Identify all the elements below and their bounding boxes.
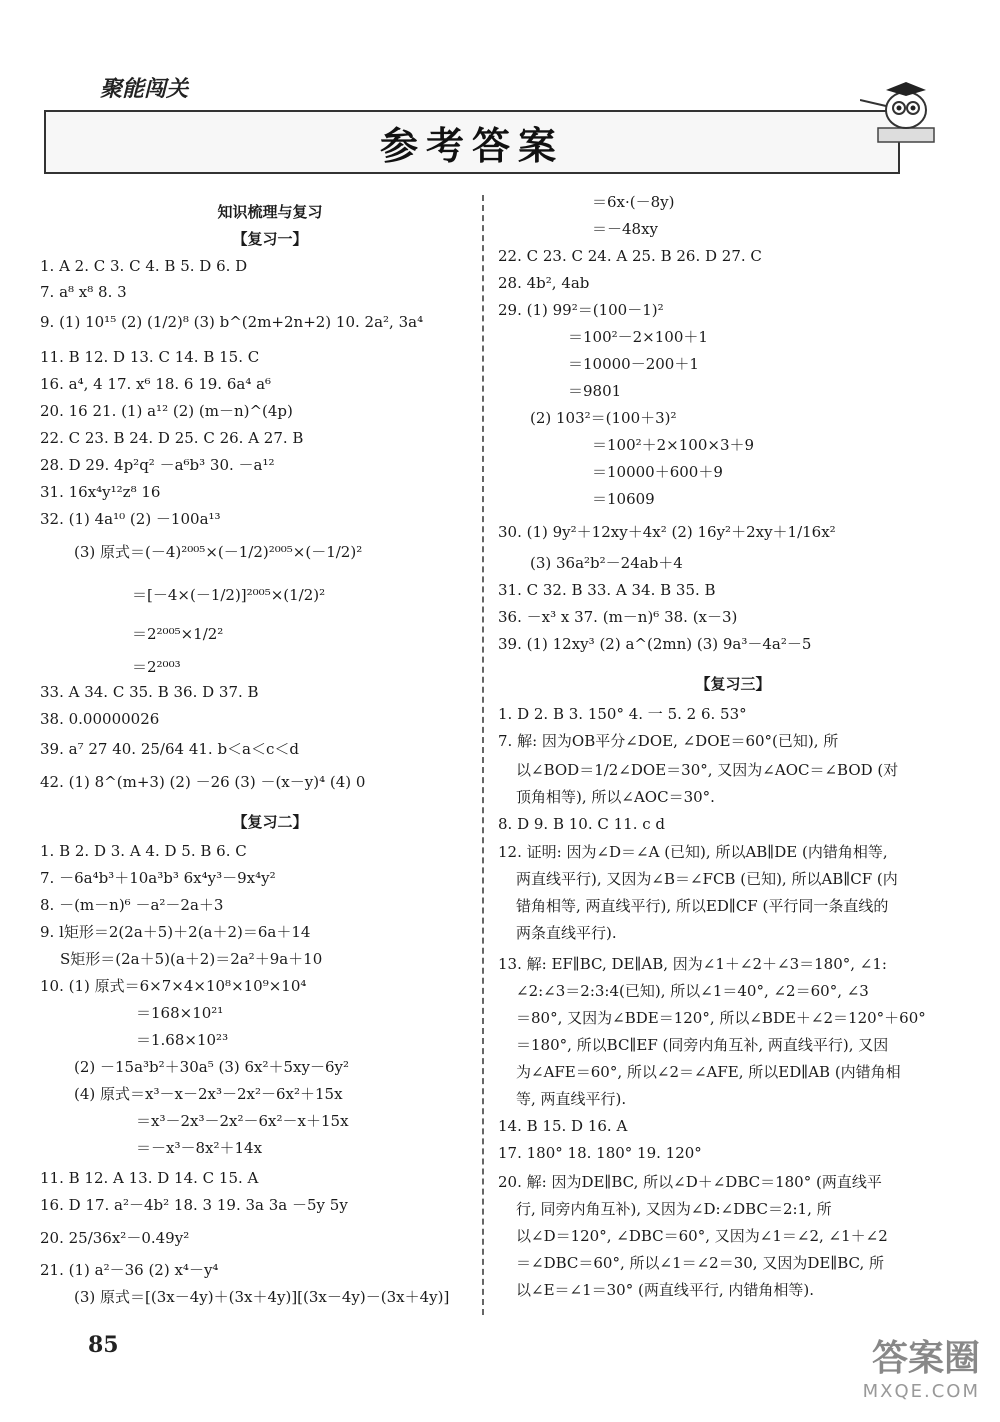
answer-line: ＝x³－2x³－2x²－6x²－x＋15x [136,1112,349,1130]
answer-line: ＝－48xy [592,220,659,238]
answer-line: ＝100²－2×100＋1 [568,328,708,346]
watermark-main-text: 答案圈 [871,1338,980,1379]
answer-line: 1. A 2. C 3. C 4. B 5. D 6. D [40,257,248,275]
answer-line: ＝2²⁰⁰³ [132,658,181,676]
answer-line: 14. B 15. D 16. A [498,1117,628,1135]
answer-line: (3) 36a²b²－24ab＋4 [530,554,683,572]
answer-line: 以∠D＝120°, ∠DBC＝60°, 又因为∠1＝∠2, ∠1＋∠2 [516,1227,888,1245]
answer-line: 16. a⁴, 4 17. x⁶ 18. 6 19. 6a⁴ a⁶ [40,375,272,393]
answer-line: 1. D 2. B 3. 150° 4. 一 5. 2 6. 53° [498,705,747,723]
answer-line: 20. 25/36x²－0.49y² [40,1229,190,1247]
answer-line: 11. B 12. A 13. D 14. C 15. A [40,1169,259,1187]
answer-line: ＝168×10²¹ [136,1004,224,1022]
answer-line: ＝－x³－8x²＋14x [136,1139,263,1157]
answer-line: ＝∠DBC＝60°, 所以∠1＝∠2＝30, 又因为DE∥BC, 所 [516,1254,885,1272]
answer-line: 39. (1) 12xy³ (2) a^(2mn) (3) 9a³－4a²－5 [498,635,812,653]
answer-line: 错角相等, 两直线平行), 所以ED∥CF (平行同一条直线的 [516,897,889,915]
page-title: 参考答案 [379,123,564,168]
answer-line: 42. (1) 8^(m+3) (2) －26 (3) －(x－y)⁴ (4) 0 [40,773,366,791]
answer-line: 8. －(m－n)⁶ －a²－2a＋3 [40,896,224,914]
answer-line: 12. 证明: 因为∠D＝∠A (已知), 所以AB∥DE (内错角相等, [498,843,888,861]
review-three-heading: 【复习三】 [695,675,771,693]
answer-line: 32. (1) 4a¹⁰ (2) －100a¹³ [40,510,221,528]
answer-line: 28. D 29. 4p²q² －a⁶b³ 30. －a¹² [40,456,275,474]
answer-line: 38. 0.00000026 [40,710,160,728]
answer-line: ＝6x·(－8y) [592,193,675,211]
answer-line: 36. －x³ x 37. (m－n)⁶ 38. (x－3) [498,608,738,626]
answer-line: (4) 原式＝x³－x－2x³－2x²－6x²＋15x [74,1085,343,1103]
answer-line: 11. B 12. D 13. C 14. B 15. C [40,348,260,366]
answer-line: 顶角相等), 所以∠AOC＝30°. [516,788,715,806]
answer-line: 28. 4b², 4ab [498,274,590,292]
answer-line: ＝10000－200＋1 [568,355,699,373]
answer-line: 31. 16x⁴y¹²z⁸ 16 [40,483,161,501]
owl-mascot-icon [860,70,950,150]
answer-line: (2) 103²＝(100＋3)² [530,409,677,427]
answer-line: ＝10000＋600＋9 [592,463,723,481]
page-banner [30,70,950,180]
answer-line: ＝9801 [568,382,622,400]
answer-line: 两条直线平行). [516,924,617,942]
answer-line: ＝180°, 所以BC∥EF (同旁内角互补, 两直线平行), 又因 [516,1036,889,1054]
answer-line: (3) 原式＝[(3x－4y)＋(3x＋4y)][(3x－4y)－(3x＋4y)] [74,1288,450,1306]
answer-line: 7. a⁸ x⁸ 8. 3 [40,283,127,301]
answer-line: ＝10609 [592,490,655,508]
answer-line: 等, 两直线平行). [516,1090,627,1108]
answer-line: 以∠E＝∠1＝30° (两直线平行, 内错角相等). [516,1281,814,1299]
answer-line: 两直线平行), 又因为∠B＝∠FCB (已知), 所以AB∥CF (内 [516,870,898,888]
answer-line: 9. l矩形＝2(2a＋5)＋2(a＋2)＝6a＋14 [40,923,311,941]
answer-line: 1. B 2. D 3. A 4. D 5. B 6. C [40,842,247,860]
answer-line: 13. 解: EF∥BC, DE∥AB, 因为∠1＋∠2＋∠3＝180°, ∠1: [498,955,887,973]
answer-line: ∠2:∠3＝2:3:4(已知), 所以∠1＝40°, ∠2＝60°, ∠3 [516,982,869,1000]
answer-line: 20. 16 21. (1) a¹² (2) (m－n)^(4p) [40,402,293,420]
answer-line: 以∠BOD＝1/2∠DOE＝30°, 又因为∠AOC＝∠BOD (对 [516,761,899,779]
answer-line: 7. －6a⁴b³＋10a³b³ 6x⁴y³－9x⁴y² [40,869,276,887]
title-box [44,110,900,174]
answer-line: 为∠AFE＝60°, 所以∠2＝∠AFE, 所以ED∥AB (内错角相 [516,1063,901,1081]
answer-line: ＝100²＋2×100×3＋9 [592,436,755,454]
answer-line: ＝[－4×(－1/2)]²⁰⁰⁵×(1/2)² [132,586,326,604]
answer-line: 8. D 9. B 10. C 11. c d [498,815,666,833]
answer-line: 21. (1) a²－36 (2) x⁴－y⁴ [40,1261,219,1279]
page-number: 85 [88,1332,119,1358]
review-two-heading: 【复习二】 [232,813,308,831]
watermark-url-text: MXQE.COM [862,1381,980,1402]
column-divider [482,195,484,1315]
answer-line: (3) 原式＝(－4)²⁰⁰⁵×(－1/2)²⁰⁰⁵×(－1/2)² [74,543,363,561]
review-one-heading: 【复习一】 [232,230,308,248]
answer-line: ＝1.68×10²³ [136,1031,229,1049]
answer-line: (2) －15a³b²＋30a⁵ (3) 6x²＋5xy－6y² [74,1058,350,1076]
answer-line: 行, 同旁内角互补), 又因为∠D:∠DBC＝2:1, 所 [516,1200,832,1218]
answer-line: 9. (1) 10¹⁵ (2) (1/2)⁸ (3) b^(2m+2n+2) 10. 2a², 3a⁴ [40,313,424,331]
answer-line: 30. (1) 9y²＋12xy＋4x² (2) 16y²＋2xy＋1/16x² [498,523,836,541]
section-heading: 知识梳理与复习 [217,203,323,221]
answer-line: ＝2²⁰⁰⁵×1/2² [132,625,224,643]
answer-line: 31. C 32. B 33. A 34. B 35. B [498,581,716,599]
answer-line: 33. A 34. C 35. B 36. D 37. B [40,683,259,701]
answer-line: 16. D 17. a²－4b² 18. 3 19. 3a 3a －5y 5y [40,1196,348,1214]
brand-logo-text: 聚能闯关 [100,77,189,102]
answer-line: 22. C 23. B 24. D 25. C 26. A 27. B [40,429,304,447]
answer-line: 29. (1) 99²＝(100－1)² [498,301,664,319]
answer-line: 22. C 23. C 24. A 25. B 26. D 27. C [498,247,762,265]
answer-line: ＝80°, 又因为∠BDE＝120°, 所以∠BDE＋∠2＝120°＋60° [516,1009,926,1027]
answer-line: 10. (1) 原式＝6×7×4×10⁸×10⁹×10⁴ [40,977,307,995]
watermark-logo [780,1330,980,1400]
answer-line: 7. 解: 因为OB平分∠DOE, ∠DOE＝60°(已知), 所 [498,732,839,750]
answer-line: 17. 180° 18. 180° 19. 120° [498,1144,702,1162]
answer-line: 39. a⁷ 27 40. 25/64 41. b＜a＜c＜d [40,740,299,758]
answer-line: 20. 解: 因为DE∥BC, 所以∠D＋∠DBC＝180° (两直线平 [498,1173,882,1191]
answer-line: S矩形＝(2a＋5)(a＋2)＝2a²＋9a＋10 [60,950,323,968]
